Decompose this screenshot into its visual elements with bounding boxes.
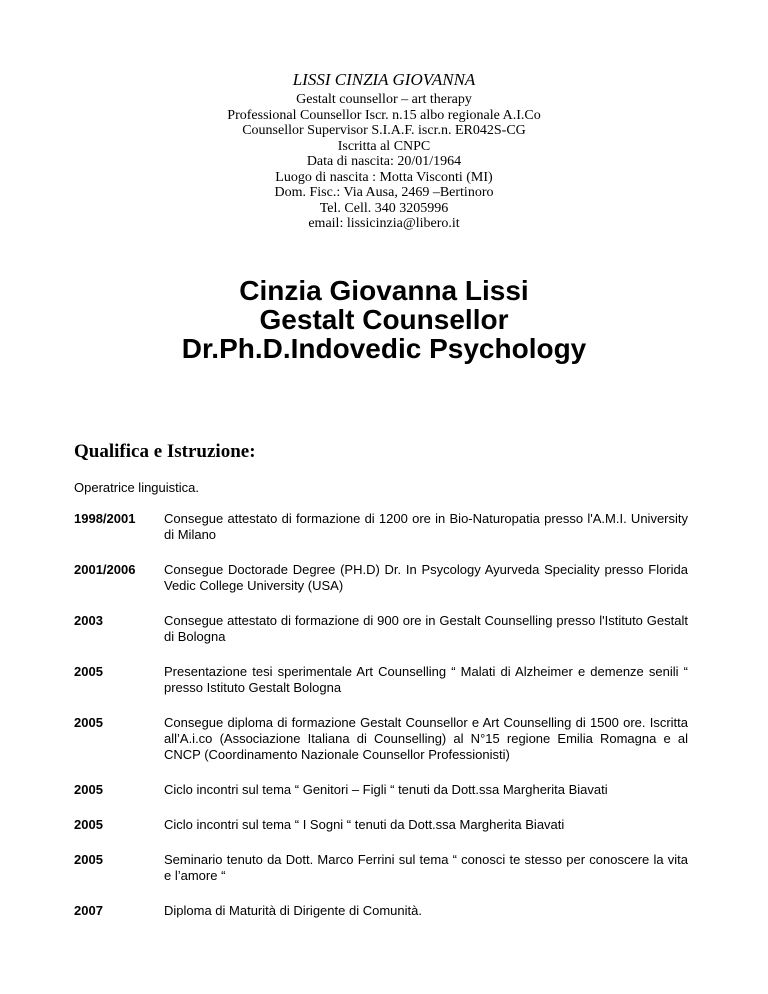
entry-year: 2005 xyxy=(74,852,103,867)
entry-description: Diploma di Maturità di Dirigente di Comunità. xyxy=(164,903,422,918)
education-entry xyxy=(74,817,688,833)
header-line: Tel. Cell. 340 3205996 xyxy=(319,200,449,216)
entry-description: Consegue attestato di formazione di 1200 ore in Bio-Naturopatia presso l'A.M.I. University di Milano xyxy=(164,511,688,542)
header-line: Counsellor Supervisor S.I.A.F. iscr.n. ER042S-CG xyxy=(242,123,526,138)
header-line: Professional Counsellor Iscr. n.15 albo regionale A.I.Co xyxy=(227,107,541,123)
header-line: Data di nascita: 20/01/1964 xyxy=(306,154,462,169)
entry-year: 2003 xyxy=(74,613,103,628)
education-entry xyxy=(74,613,688,645)
entry-year: 2005 xyxy=(74,817,103,832)
title-line-name: Cinzia Giovanna Lissi xyxy=(239,275,529,306)
title-line-role: Gestalt Counsellor xyxy=(259,304,509,335)
entry-year: 2005 xyxy=(74,782,103,797)
section-title: Qualifica e Istruzione: xyxy=(74,441,256,462)
entry-year: 2001/2006 xyxy=(74,562,136,577)
education-entry xyxy=(74,511,688,543)
entry-year: 1998/2001 xyxy=(74,511,136,526)
entry-description: Ciclo incontri sul tema “ I Sogni “ tenuti da Dott.ssa Margherita Biavati xyxy=(164,817,565,832)
section-intro: Operatrice linguistica. xyxy=(74,480,199,495)
education-list xyxy=(74,511,688,938)
education-entry xyxy=(74,782,688,798)
entry-description: Presentazione tesi sperimentale Art Counselling “ Malati di Alzheimer e demenze senili “ presso Istituto Gestalt Bologna xyxy=(164,664,688,695)
entry-year: 2005 xyxy=(74,664,103,679)
entry-description: Seminario tenuto da Dott. Marco Ferrini sul tema “ conosci te stesso per conoscere la vita e l’amore “ xyxy=(164,852,688,883)
title-line-degree: Dr.Ph.D.Indovedic Psychology xyxy=(181,333,587,364)
entry-year: 2005 xyxy=(74,715,103,730)
education-entry xyxy=(74,664,688,696)
header-line: Luogo di nascita : Motta Visconti (MI) xyxy=(275,169,493,185)
education-entry xyxy=(74,903,688,919)
header-email: email: lissicinzia@libero.it xyxy=(308,216,460,231)
entry-description: Ciclo incontri sul tema “ Genitori – Figli “ tenuti da Dott.ssa Margherita Biavati xyxy=(164,782,608,797)
header-line: Iscritta al CNPC xyxy=(337,138,431,154)
entry-description: Consegue Doctorade Degree (PH.D) Dr. In Psycology Ayurveda Speciality presso Florida Vedic College University (USA) xyxy=(164,562,688,593)
entry-description: Consegue attestato di formazione di 900 ore in Gestalt Counselling presso l'Istituto Gestalt di Bologna xyxy=(164,613,688,644)
header-line: Gestalt counsellor – art therapy xyxy=(296,92,472,107)
contact-header xyxy=(0,70,768,232)
entry-description: Consegue diploma di formazione Gestalt Counsellor e Art Counselling di 1500 ore. Iscritta all’A.i.co (Associazione Italiana di Counselling) al N°15 regione Emilia Romagna e al CNCP (Coordinamento Nazionale Counsellor Professionisti) xyxy=(164,715,688,762)
education-entry xyxy=(74,562,688,594)
education-entry xyxy=(74,715,688,763)
header-line: Dom. Fisc.: Via Ausa, 2469 –Bertinoro xyxy=(274,185,494,200)
header-name: LISSI CINZIA GIOVANNA xyxy=(292,70,476,89)
entry-year: 2007 xyxy=(74,903,103,918)
document-title xyxy=(0,276,768,363)
education-entry xyxy=(74,852,688,884)
